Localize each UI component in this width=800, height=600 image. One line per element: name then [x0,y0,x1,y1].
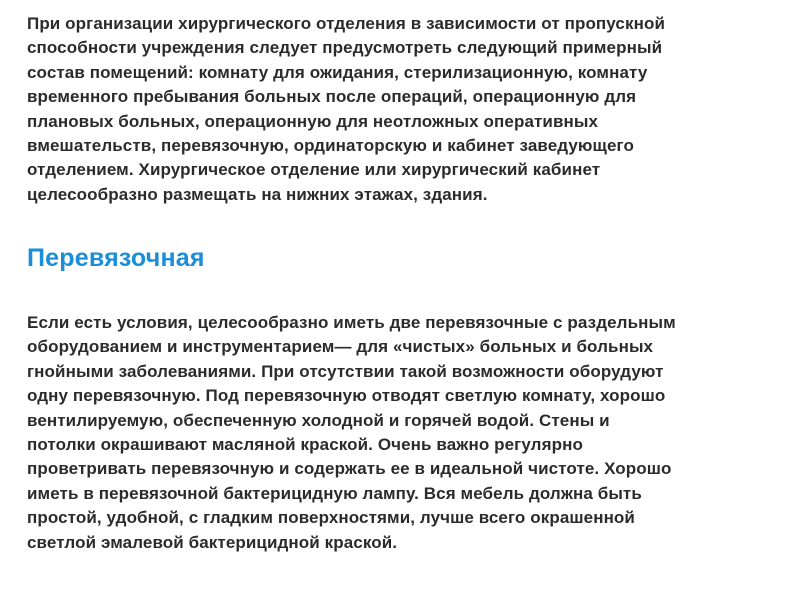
intro-line: состав помещений: комнату для ожидания, стерилизационную, комнату [27,62,648,82]
section-line: светлой эмалевой бактерицидной краской. [27,532,398,552]
section-line: одну перевязочную. Под перевязочную отводят светлую комнату, хорошо [27,386,666,406]
section-line: проветривать перевязочную и содержать ее в идеальной чистоте. Хорошо [27,459,672,479]
section-line: гнойными заболеваниями. При отсутствии такой возможности оборудуют [27,361,664,381]
section-paragraph [27,311,676,555]
intro-paragraph [27,12,665,207]
section-line: оборудованием и инструментарием— для «чистых» больных и больных [27,337,654,357]
intro-line: способности учреждения следует предусмотреть следующий примерный [27,38,663,58]
section-line: Если есть условия, целесообразно иметь две перевязочные с раздельным [27,313,676,332]
intro-line: целесообразно размещать на нижних этажах, здания. [27,184,488,204]
section-heading: Перевязочная [27,244,205,272]
section-line: простой, удобной, с гладким поверхностями, лучше всего окрашенной [27,508,635,528]
intro-line: временного пребывания больных после операций, операционную для [27,87,637,107]
section-line: иметь в перевязочной бактерицидную лампу. Вся мебель должна быть [27,483,642,503]
section-line: потолки окрашивают масляной краской. Очень важно регулярно [27,435,583,455]
intro-line: отделением. Хирургическое отделение или хирургический кабинет [27,160,601,180]
intro-line: вмешательств, перевязочную, ординаторскую и кабинет заведующего [27,136,634,156]
section-line: вентилируемую, обеспеченную холодной и горячей водой. Стены и [27,410,610,430]
intro-line: При организации хирургического отделения в зависимости от пропускной [27,14,665,33]
intro-line: плановых больных, операционную для неотложных оперативных [27,111,599,131]
